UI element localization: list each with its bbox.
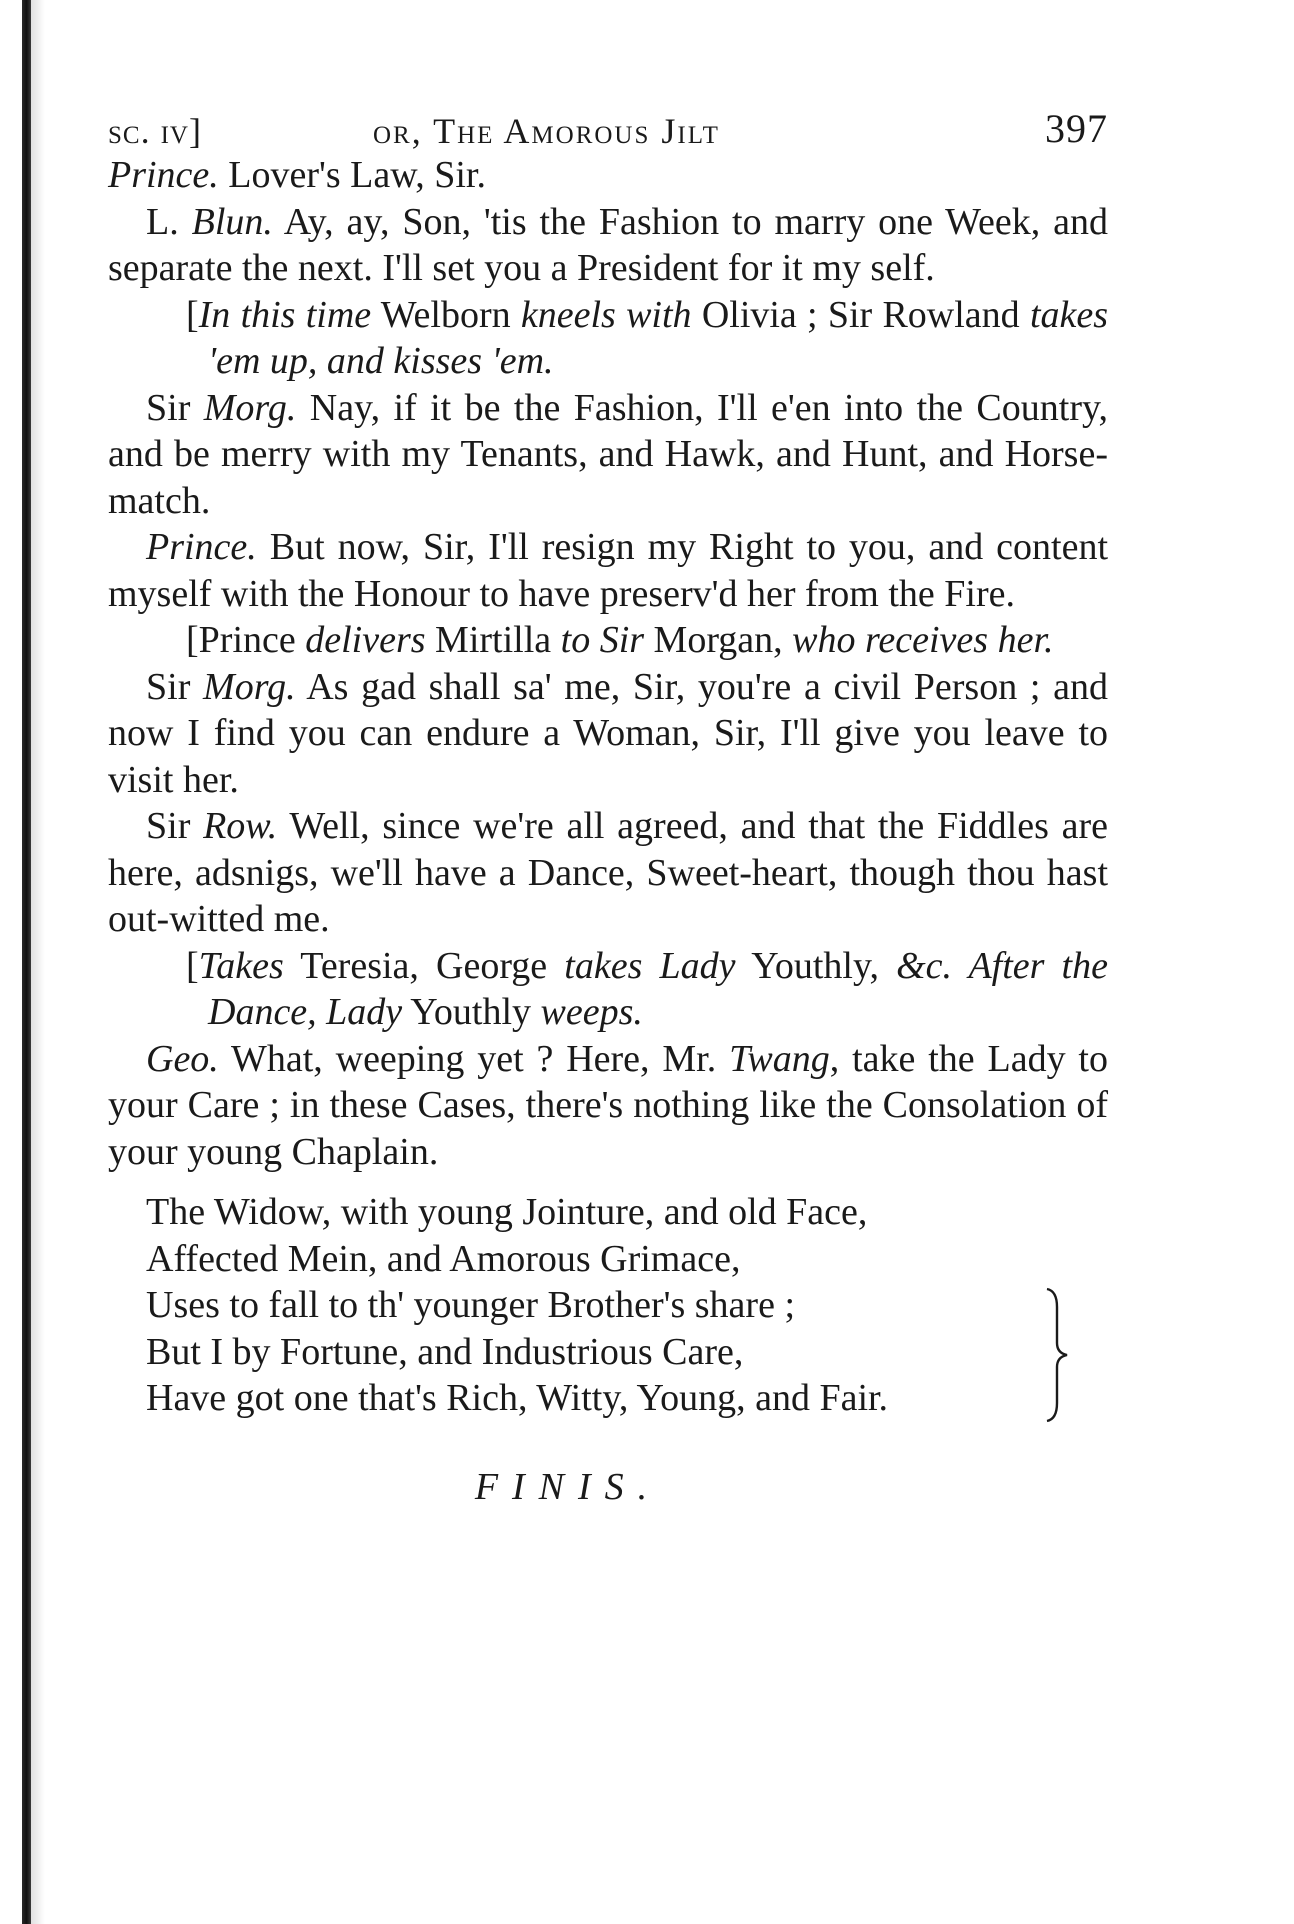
italic-segment: delivers bbox=[305, 619, 426, 661]
gutter-shadow bbox=[31, 0, 45, 1924]
speaker-name: Prince. bbox=[146, 526, 257, 568]
verse-line: The Widow, with young Jointure, and old Face, bbox=[146, 1191, 868, 1233]
speech bbox=[108, 152, 1108, 199]
speech-text: As gad shall sa' me, Sir, you're a civil Person ; and now I find you can endure a Woman, Sir, I'll give you leave to visit her. bbox=[108, 665, 1108, 801]
italic-segment: weeps. bbox=[540, 991, 643, 1033]
text-segment: , take the Lady to your Care ; in these Cases, there's nothing like the Consolation of your young Chaplain. bbox=[108, 1037, 1108, 1173]
speech bbox=[108, 1036, 1108, 1176]
speaker-prefix: Sir bbox=[146, 386, 191, 429]
speaker-name: Morg. bbox=[203, 665, 296, 708]
italic-segment: Twang bbox=[729, 1037, 830, 1080]
text-segment: Welborn bbox=[371, 293, 521, 336]
speaker-name: Geo. bbox=[146, 1037, 219, 1080]
speech bbox=[108, 524, 1108, 617]
stage-direction: [Takes Teresia, George takes Lady Youthly, &c. After the Dance, Lady Youthly weeps. bbox=[186, 944, 1108, 1033]
italic-segment: In this time bbox=[198, 293, 372, 336]
italic-segment: takes 'em up, and kisses 'em. bbox=[208, 293, 1109, 382]
speaker-prefix: L. bbox=[146, 200, 179, 243]
finis-label: FINIS. bbox=[474, 1465, 662, 1508]
italic-segment: Takes bbox=[198, 944, 284, 987]
speech bbox=[108, 199, 1108, 292]
verse-line: Uses to fall to th' younger Brother's share ; bbox=[146, 1284, 796, 1326]
italic-segment: &c. After the Dance, Lady bbox=[208, 944, 1108, 1033]
text-segment: Youthly, bbox=[735, 944, 897, 987]
running-header bbox=[108, 100, 1108, 152]
speech-text: Ay, ay, Son, 'tis the Fashion to marry one Week, and separate the next. I'll set you a President for it my self. bbox=[108, 200, 1108, 289]
stage-direction: [In this time Welborn kneels with Olivia ; Sir Rowland takes 'em up, and kisses 'em. bbox=[186, 293, 1109, 382]
text-segment: Olivia ; Sir Rowland bbox=[691, 293, 1030, 336]
speech-text: Well, since we're all agreed, and that the Fiddles are here, adsnigs, we'll have a Dance, Sweet-heart, though thou hast out-witted me. bbox=[108, 805, 1108, 940]
italic-segment: to Sir bbox=[560, 619, 645, 661]
text-segment: Prince bbox=[198, 619, 306, 661]
speaker-prefix: Sir bbox=[146, 665, 191, 708]
text-segment: Youthly bbox=[402, 991, 541, 1033]
speaker-name: Row. bbox=[203, 805, 278, 847]
verse-line: But I by Fortune, and Industrious Care, bbox=[146, 1330, 744, 1373]
speaker-name: Morg. bbox=[203, 386, 297, 429]
speech-text: But now, Sir, I'll resign my Right to you, and content myself with the Honour to have preserv'd her from the Fire. bbox=[108, 526, 1108, 615]
verse-line: Have got one that's Rich, Witty, Young, and Fair. bbox=[146, 1377, 889, 1419]
speaker-name: Blun. bbox=[191, 200, 273, 243]
page-number: 397 bbox=[1045, 106, 1108, 151]
text-segment: What, weeping yet ? Here, Mr. bbox=[230, 1037, 730, 1080]
text-segment: Teresia, George bbox=[283, 944, 565, 987]
speech-text: Lover's Law, Sir. bbox=[228, 154, 486, 196]
speaker-prefix: Sir bbox=[146, 805, 191, 847]
triplet-brace bbox=[1043, 1287, 1071, 1423]
italic-segment: who receives her. bbox=[792, 619, 1054, 661]
text-segment: Morgan, bbox=[644, 619, 793, 661]
speech bbox=[108, 664, 1108, 804]
speech-text: Nay, if it be the Fashion, I'll e'en into the Country, and be merry with my Tenants, and Hawk, and Hunt, and Horse-match. bbox=[108, 386, 1109, 522]
verse-line: Affected Mein, and Amorous Grimace, bbox=[146, 1237, 741, 1280]
speaker-name: Prince. bbox=[108, 154, 219, 196]
scene-label: sc. iv] bbox=[108, 111, 202, 151]
speech bbox=[108, 803, 1108, 943]
play-text bbox=[108, 152, 1108, 1175]
text-segment: Mirtilla bbox=[425, 619, 561, 661]
running-title: or, The Amorous Jilt bbox=[373, 111, 720, 151]
italic-segment: takes Lady bbox=[564, 944, 736, 987]
italic-segment: kneels with bbox=[520, 293, 692, 336]
closing-verse bbox=[108, 1189, 1108, 1422]
book-page bbox=[108, 100, 1108, 1510]
stage-direction: [Prince delivers Mirtilla to Sir Morgan, who receives her. bbox=[186, 619, 1054, 661]
speech bbox=[108, 385, 1108, 525]
book-binding-edge bbox=[22, 0, 31, 1924]
